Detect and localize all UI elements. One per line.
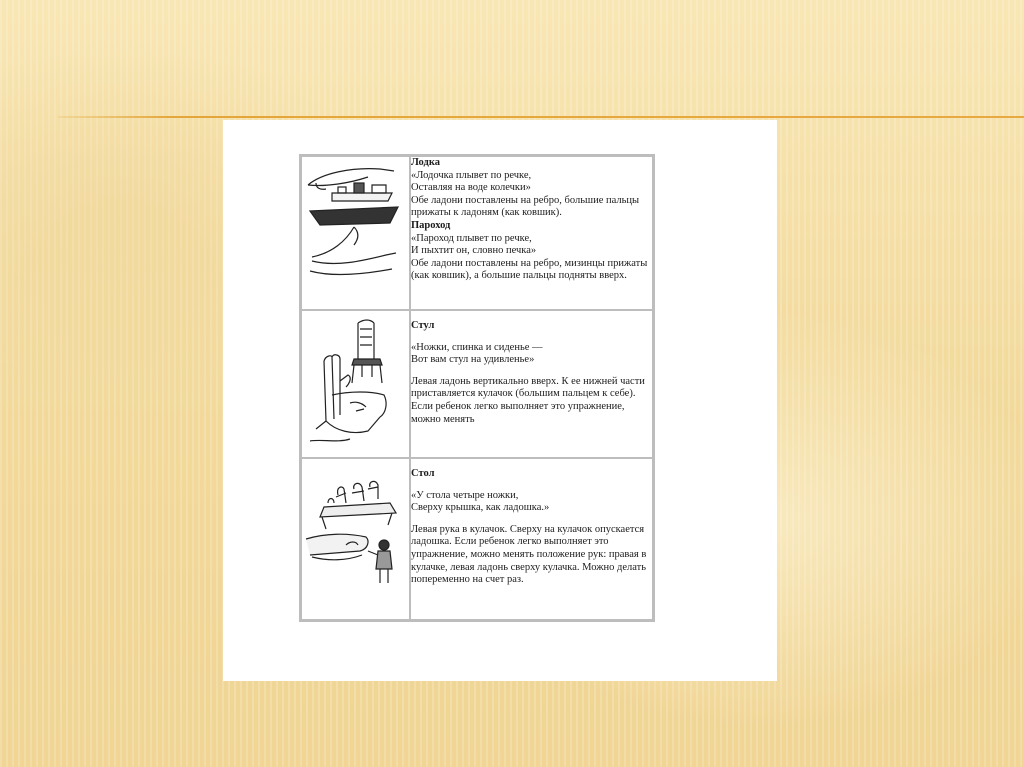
poem-line: Сверху крышка, как ладошка.»	[411, 502, 550, 514]
exercise-description: Обе ладони поставлены на ребро, большие пальцы прижаты к ладоням (как ковшик).	[411, 194, 640, 219]
document-image	[223, 120, 777, 681]
table-text-cell	[410, 458, 653, 620]
table-hands-icon	[302, 459, 407, 617]
exercise-title: Пароход	[411, 219, 451, 231]
boat-hands-icon	[302, 157, 407, 307]
table-row	[301, 156, 653, 310]
boat-text-cell	[410, 156, 653, 310]
poem-line: «У стола четыре ножки,	[411, 489, 519, 501]
chair-text-cell	[410, 310, 653, 458]
poem-line: И пыхтит он, словно печка»	[411, 245, 537, 257]
poem-line: «Пароход плывет по речке,	[411, 232, 532, 244]
table-illustration-cell	[301, 458, 410, 620]
boat-illustration-cell	[301, 156, 410, 310]
exercise-description: Левая рука в кулачок. Сверху на кулачок опускается ладошка. Если ребенок легко выполняет это упражнение, можно менять положение рук: правая в кулачке, левая ладонь сверху кулачка. Можно делать попеременно на счет раз.	[411, 523, 647, 586]
table-row	[301, 458, 653, 620]
poem-line: «Лодочка плывет по речке,	[411, 169, 532, 181]
exercise-description: Левая ладонь вертикально вверх. К ее нижней части приставляется кулачок (большим пальцем к себе). Если ребенок легко выполняет это упражнение, можно менять	[411, 375, 645, 425]
exercise-title: Стол	[411, 468, 435, 479]
poem-line: «Ножки, спинка и сиденье —	[411, 341, 543, 353]
table-row	[301, 310, 653, 458]
poem-line: Оставляя на воде колечки»	[411, 182, 531, 194]
exercise-description: Обе ладони поставлены на ребро, мизинцы прижаты (как ковшик), а большие пальцы подняты вверх.	[411, 257, 648, 282]
exercise-table	[299, 154, 655, 622]
title-divider-line	[58, 116, 1024, 118]
poem-line: Вот вам стул на удивленье»	[411, 354, 535, 366]
exercise-title: Лодка	[411, 157, 440, 168]
chair-illustration-cell	[301, 310, 410, 458]
chair-hands-icon	[302, 311, 407, 455]
exercise-title: Стул	[411, 320, 435, 331]
